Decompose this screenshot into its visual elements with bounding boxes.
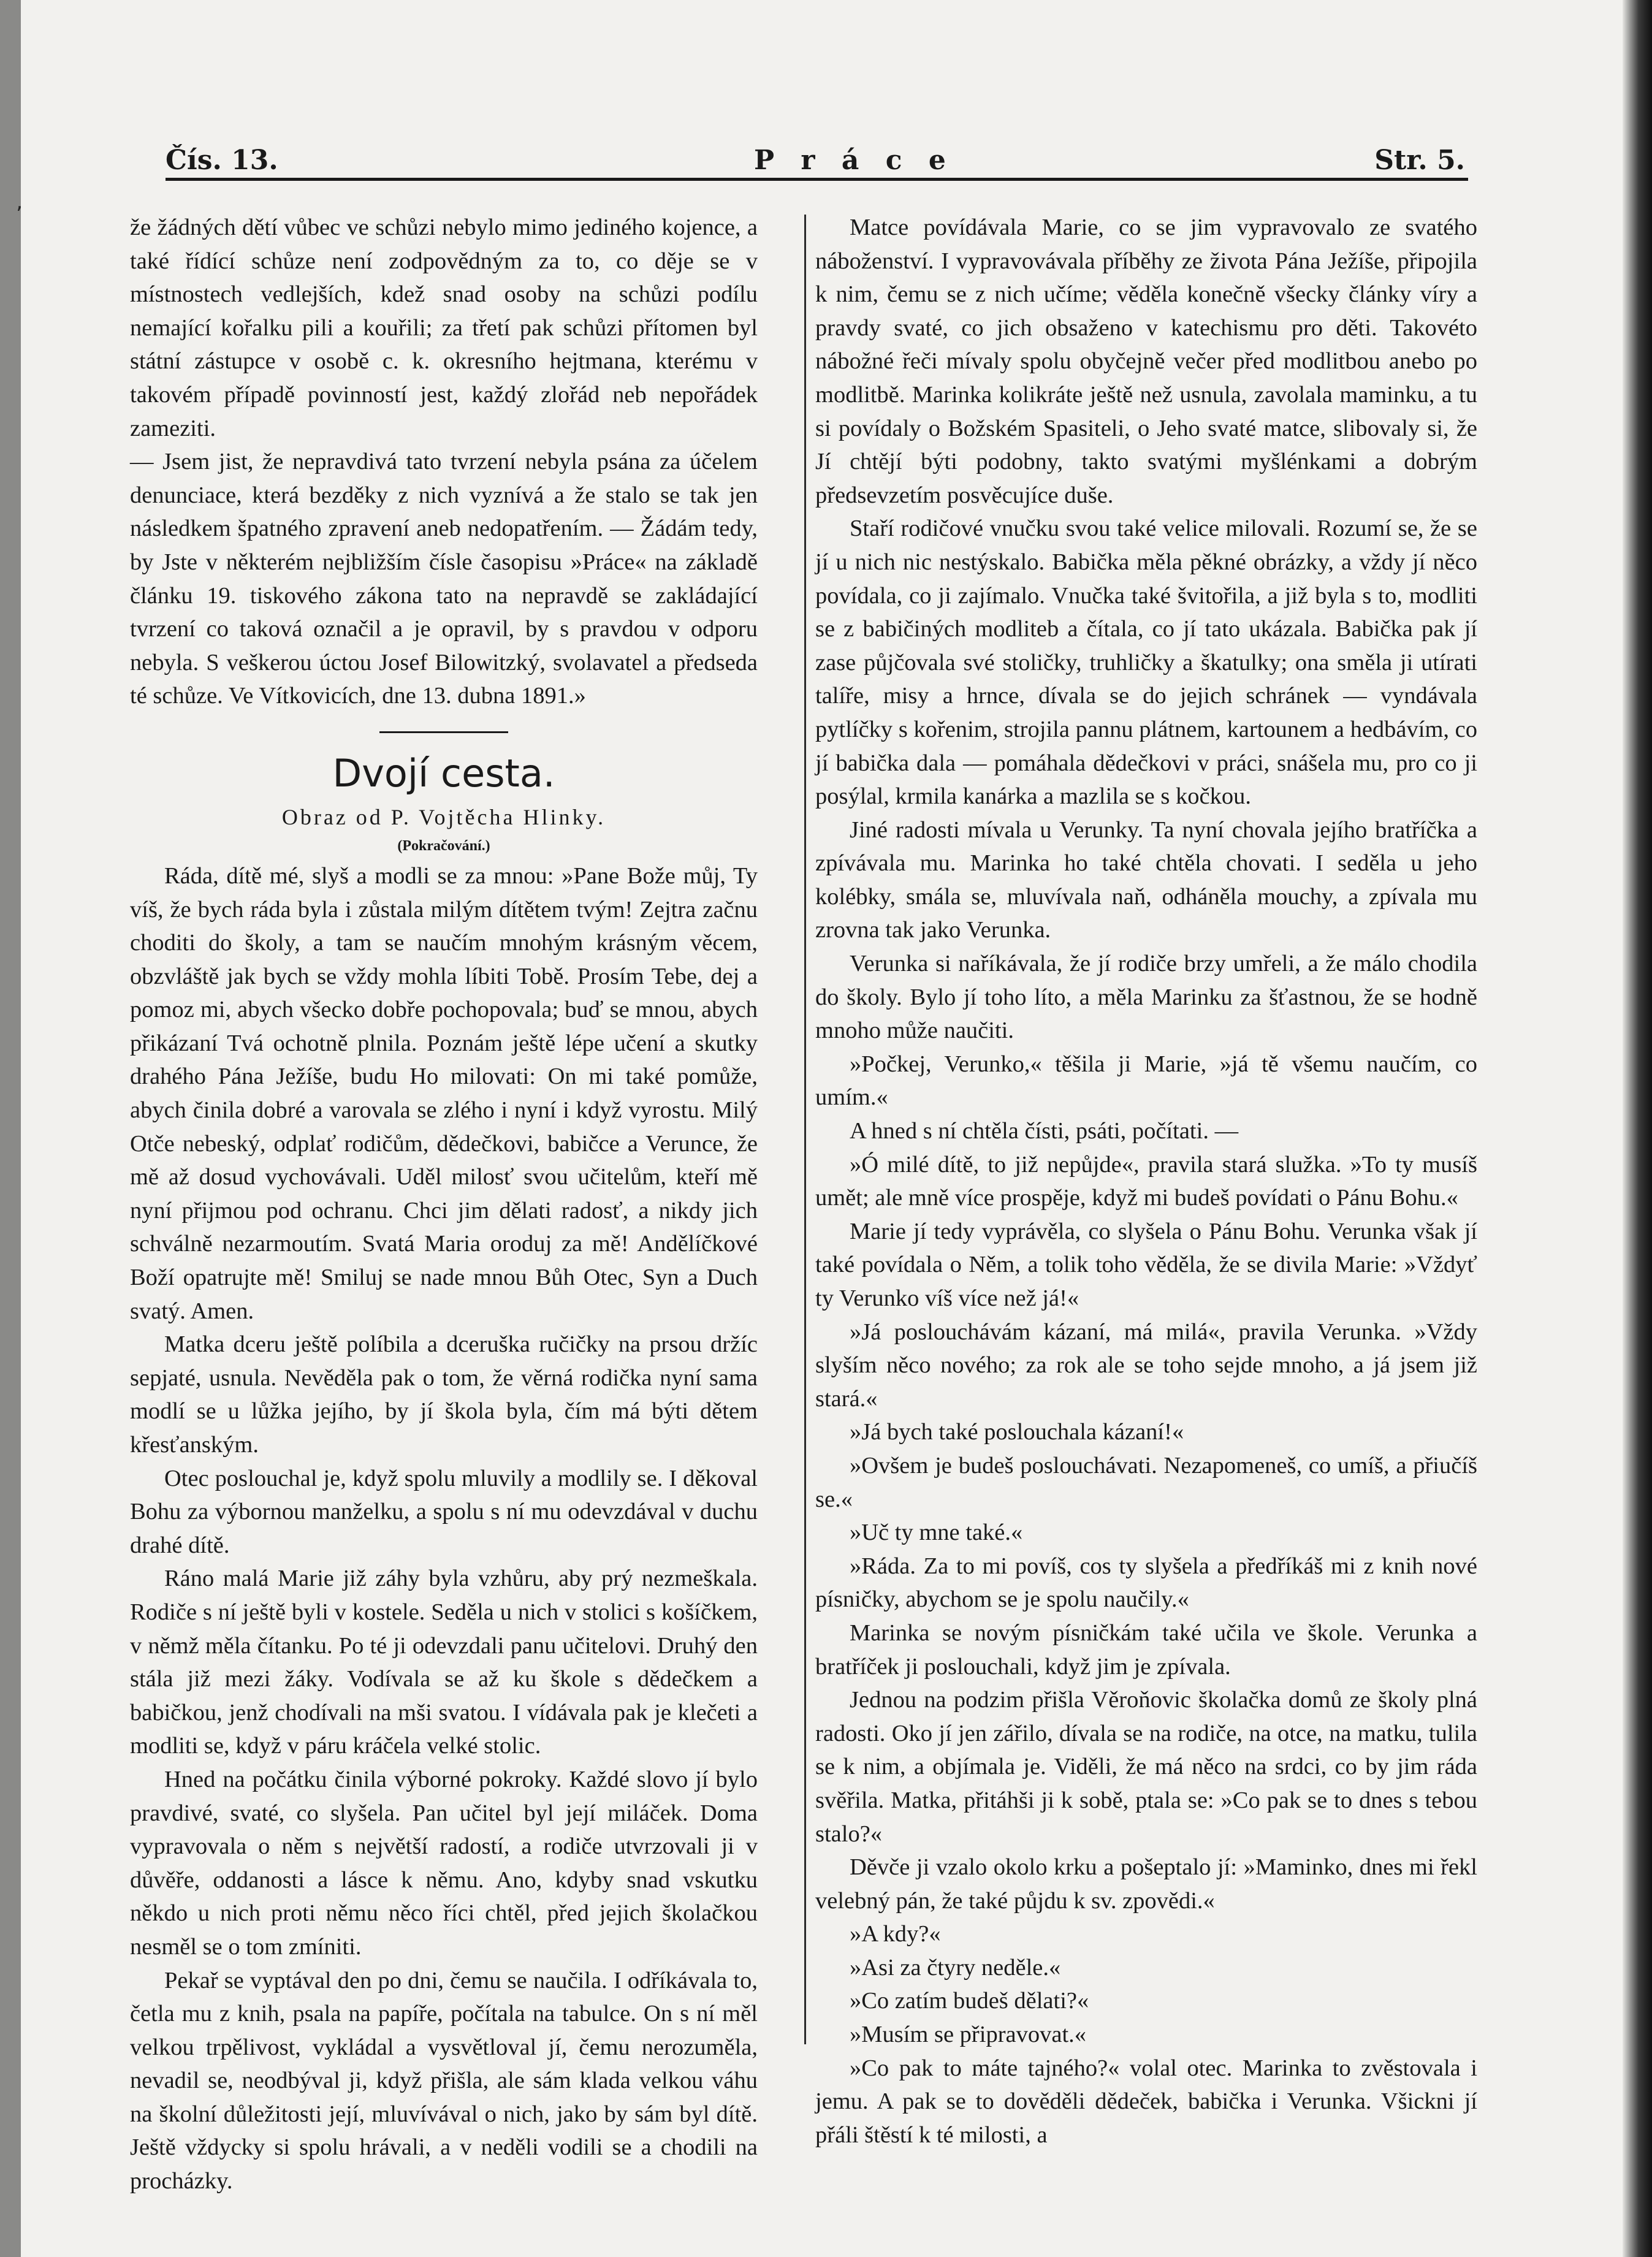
letter-paragraph: — Jsem jist, že nepravdivá tato tvrzení nebyla psána za účelem denunciace, která bezděky z nich vyznívá a že stalo se tak jen následkem špatného zpravení aneb nedopatřením. — Žádám tedy, by Jste v některém nejbližším čísle časopisu »Práce« na základě článku 19. tiskového zákona tato na nepravdě se zakládající tvrzení co taková označil a je opravil, by s pravdou v odporu nebyla. S veškerou úctou Josef Bilowitzký, svolavatel a předseda té schůze. Ve Vítkovicích, dne 13. dubna 1891.» [130, 449, 758, 709]
story-paragraph: Pekař se vyptával den po dni, čemu se naučila. I odříkávala to, četla mu z knih, psala na papíře, počítala na tabulce. On s ní měl velkou trpělivost, vykládal a vysvětloval jí, čemu nerozuměla, nevadil se, neodbýval ji, když přišla, ale sám klada velkou váhu na školní důležitosti její, mluvívával o nich, jako by sám byl dítě. Ještě vždycky si spolu hrávali, a v neděli vodili se a chodili na procházky. [130, 1967, 758, 2194]
column-divider [804, 215, 806, 2044]
story-paragraph: Jiné radosti mívala u Verunky. Ta nyní chovala jejího bratříčka a zpívávala mu. Marinka ho také chtěla chovati. I seděla u jeho kolébky, smála se, mluvívala naň, odháněla mouchy, a zpívala mu zrovna tak jako Verunka. [815, 816, 1477, 943]
story-paragraph: Matka dcеru ještě políbila a dceruška ručičky na prsou držíc sepjaté, usnula. Nevěděla pak o tom, že věrná rodička nyní sama modlí se u lůžka jejího, by jí škola byla, čím má býti dětem křesťanským. [130, 1331, 758, 1458]
dialogue-line: »Co zatím budeš dělati?« [850, 1988, 1089, 2014]
story-paragraph: Marinka se novým písničkám také učila ve škole. Verunka a bratříček ji poslouchali, když jim je zpívala. [815, 1619, 1477, 1680]
story-paragraph: Staří rodičové vnučku svou také velice milovali. Rozumí se, že se jí u nich nic nestýskalo. Babička měla pěkné obrázky, a vždy jí něco povídala, co ji zajímalo. Vnučka také švitořila, a již byla s to, modliti se z babičiných modliteb a čítala, co jí tato ukázala. Babička pak jí zase půjčovala své stoličky, truhličky a škatulky; ona směla ji utírati talíře, misy a hrnce, dívala se do jejich schránek — vyndávala pytlíčky s kořenim, strojila pannu plátnem, kartounem a hedbávím, co jí babička dala — pomáhala dědečkovi v práci, snášela mu, pro co ji posýlal, krmila kanárka a mazlila se s kočkou. [815, 516, 1477, 810]
letter-paragraph: že žádných dětí vůbec ve schůzi nebylo mimo jediného kojence, a také řídící schůze není zodpovědným za to, co děje se v místnostech vedlejších, kdež snad osoby na schůzi podílu nemající kořalku pili a kouřili; za třetí pak schůzi přítomen byl státní zástupce v osobě c. k. okresního hejtmana, kterému v takovém případě povinností jest, každý zlořád neb nepořádek zameziti. [130, 215, 758, 441]
issue-number: Čís. 13. [166, 145, 278, 176]
right-column [815, 211, 1477, 2152]
story-paragraph: Ráda, dítě mé, slyš a modli se za mnou: »Pane Bože můj, Ty víš, že bych ráda byla i zůstala milým dítětem tvým! Zejtra začnu choditi do školy, a tam se naučím mnohým krásným věcem, obzvláště jak bych se vždy mohla líbiti Tobě. Prosím Tebe, dej a pomoz mi, abych všecko dobře pochopovala; buď se mnou, abych přikázaní Tvá ochotně plnila. Poznám ještě lépe učení a skutky drahého Pána Ježíše, budu Ho milovati: On mi také pomůže, abych činila dobré a varovala se zlého i nyní i když vyrostu. Milý Otče nebeský, odplať rodičům, dědečkovi, babičce a Veruncе, že mě až dosud vychovávali. Uděl milosť svou učitelům, kteří mě nyní přijmou pod ochranu. Chci jim dělati radosť, a nikdy jich schválně nezarmoutím. Svatá Maria oroduj za mě! Andělíčkové Boží opatrujte mě! Smiluj se nade mnou Bůh Otec, Syn a Duch svatý. Amen. [130, 862, 758, 1324]
dialogue-line: »Ovšem je budeš poslouchávati. Nezapomeneš, co umíš, a přiučíš se.« [815, 1452, 1477, 1512]
scan-edge-right [1623, 0, 1652, 2257]
dialogue-line: »Asi za čtyry neděle.« [850, 1954, 1061, 1981]
dialogue-line: »Musím se připravovat.« [850, 2022, 1087, 2048]
story-paragraph: Otec poslouchal je, když spolu mluvily a modlily se. I děkoval Bohu za výbornou manželku, a spolu s ní mu odevzdával v duchu drahé dítě. [130, 1465, 758, 1558]
dialogue-line: »A kdy?« [850, 1921, 941, 1947]
article-title: Dvojí cesta. [332, 750, 555, 796]
dialogue-line: »Uč ty mne také.« [850, 1520, 1023, 1546]
dialogue-line: »Počkej, Verunko,« těšila ji Marie, »já tě všemu naučím, co umím.« [815, 1051, 1477, 1111]
periodical-title: P r á c e [754, 145, 954, 176]
dialogue-line: »Ó milé dítě, to již nepůjde«, pravila stará služka. »To ty musíš umět; ale mně více prospěje, když mi budeš povídati o Pánu Bohu.« [815, 1151, 1477, 1211]
story-paragraph: A hned s ní chtěla čísti, psáti, počítati. — [850, 1118, 1239, 1144]
scan-edge-left [0, 0, 21, 2257]
margin-mark: ’ [16, 202, 23, 227]
article-byline: Obraz od P. Vojtěcha Hlinky. [281, 804, 606, 829]
continuation-note: (Pokračování.) [397, 837, 490, 854]
dialogue-line: »Já poslouchávám kázaní, má milá«, pravila Verunka. »Vždy slyším něco nového; za rok ale se toho sejde mnoho, a já jsem již stará.« [815, 1319, 1477, 1412]
story-paragraph: »Co pak to máte tajného?« volal otec. Marinka to zvěstovala i jemu. A pak se to dověděli dědeček, babička i Verunka. Všickni jí přáli štěstí k té milosti, a [815, 2055, 1477, 2148]
header-rule [166, 178, 1468, 181]
story-paragraph: Matce povídávala Marie, co se jim vypravovalo ze svatého náboženství. I vypravovávala příběhy ze života Pána Ježíše, připojila k nim, čemu se z nich učíme; věděla konečně všecky články víry a pravdy svaté, co jich obsaženo v katechismu pro děti. Takovéto nábožné řeči mívaly spolu obyčejně večer před modlitbou anebo po modlitbě. Marinka kolikráte ještě než usnula, zavolala maminku, a tu si povídaly o Božském Spasiteli, o Jeho svaté matce, slibovaly si, že Jí chtějí býti podobny, takto svatými myšlénkami a dobrým předsevzetím posvěcujíce duše. [815, 215, 1477, 508]
story-paragraph: Marie jí tedy vyprávěla, co slyšela o Pánu Bohu. Verunka však jí také povídala o Něm, a tolik toho věděla, že se divila Marie: »Vždyť ty Verunko víš více než já!« [815, 1218, 1477, 1311]
page-header [166, 145, 1465, 181]
dialogue-line: »Ráda. Za to mi povíš, cos ty slyšela a předříkáš mi z knih nové písničky, abychom se je spolu naučily.« [815, 1553, 1477, 1613]
story-paragraph: Verunka si naříkávala, že jí rodiče brzy umřeli, a že málo chodila do školy. Bylo jí toho líto, a měla Marinku za šťastnou, že se hodně mnoho může naučiti. [815, 951, 1477, 1044]
story-paragraph: Děvče ji vzalo okolo krku a pošeptalo jí: »Maminko, dnes mi řekl velebný pán, že také půjdu k sv. zpovědi.« [815, 1854, 1477, 1914]
story-paragraph: Hned na počátku činila výborné pokroky. Každé slovo jí bylo pravdivé, svaté, co slyšela. Pan učitel byl její miláček. Doma vypravovala o něm s největší radostí, a rodiče utvrzovali ji v důvěře, oddanosti a lásce k němu. Ano, kdyby snad vskutku někdo u nich proti němu něco říci chtěl, před jejich školačkou nesměl se o tom zmíniti. [130, 1766, 758, 1960]
dialogue-line: »Já bych také poslouchala kázaní!« [850, 1419, 1184, 1445]
story-paragraph: Jednou na podzim přišla Věroňovic školačka domů ze školy plná radosti. Oko jí jen zářilo, dívala se na rodiče, na otce, na matku, tulila se k nim, a objímala je. Viděli, že má něco na srdci, co by jim ráda svěřila. Matka, přitáhši ji k sobě, ptala se: »Co pak se to dnes s tebou stalo?« [815, 1687, 1477, 1847]
story-paragraph: Ráno malá Marie již záhy byla vzhůru, aby prý nezmeškala. Rodiče s ní ještě byli v kostele. Seděla u nich v stolici s košíčkem, v němž měla čítanku. Po té ji odevzdali panu učitelovi. Druhý den stála již mezi žáky. Vodívala se až ku škole s dědečkem a babičkou, jenž chodívali na mši svatou. I vídávala pak je klečeti a modliti se, když v páru kráčela velké stolic. [130, 1566, 758, 1759]
page-number: Str. 5. [1374, 145, 1465, 176]
left-column [130, 211, 758, 2198]
section-divider [379, 731, 508, 733]
